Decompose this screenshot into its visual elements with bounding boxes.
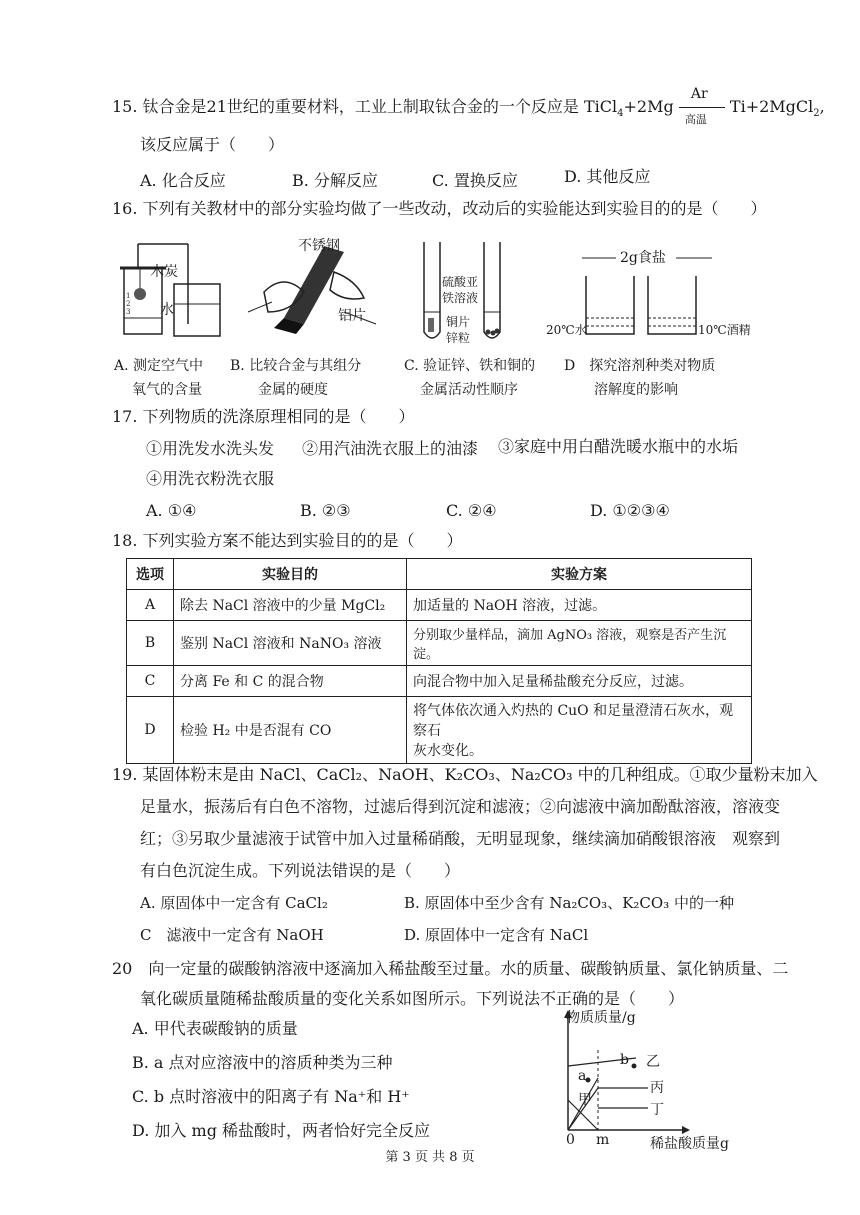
q20-graph-ylabel: 物质质量/g	[566, 1010, 636, 1026]
q20-line-1: 20 向一定量的碳酸钠溶液中逐滴加入稀盐酸至过量。水的质量、碳酸钠质量、氯化钠质量、二	[112, 959, 789, 978]
fig-c-cu-label: 铜片	[446, 315, 471, 329]
table-cell: A	[127, 590, 174, 621]
q17-item-2: ②用汽油洗衣服上的油漆	[302, 439, 479, 458]
q20-option-d: D. 加入 mg 稀盐酸时，两者恰好完全反应	[132, 1121, 431, 1140]
fig-c-sol-label-2: 铁溶液	[442, 291, 479, 305]
q17-option-b: B. ②③	[300, 501, 351, 520]
table-row	[127, 590, 752, 621]
table-cell: C	[127, 666, 174, 697]
q19-line-1: 19. 某固体粉末是由 NaCl、CaCl₂、NaOH、K₂CO₃、Na₂CO₃ 中的几种组成。①取少量粉末加入	[112, 765, 818, 784]
table-cell-line: 灰水变化。	[413, 743, 483, 759]
q20-option-a: A. 甲代表碳酸钠的质量	[132, 1019, 298, 1038]
q20-graph-ding-label: 丁	[650, 1102, 664, 1118]
q15-option-a: A. 化合反应	[140, 171, 226, 190]
q20-graph-xlabel: 稀盐酸质量g	[650, 1136, 729, 1152]
q20-graph-a-label: a	[578, 1068, 587, 1084]
reaction-condition: Ar 高温	[679, 97, 725, 119]
fig-c-sol-label-1: 硫酸亚	[442, 275, 479, 289]
q19-line-2: 足量水，振荡后有白色不溶物，过滤后得到沉淀和滤液；②向滤液中滴加酚酞溶液，溶液变	[140, 797, 781, 816]
q19-option-d: D. 原固体中一定含有 NaCl	[404, 926, 589, 944]
svg-text:3: 3	[126, 308, 131, 316]
fig-a-apparatus	[118, 234, 228, 344]
q20-graph-jia-label: 甲	[578, 1092, 592, 1108]
q15-option-b: B. 分解反应	[292, 171, 378, 190]
fig-c-zn-label: 锌粒	[446, 331, 471, 345]
q19-line-3: 红；③另取少量滤液于试管中加入过量稀硝酸，无明显现象，继续滴加硝酸银溶液 观察到	[140, 829, 781, 848]
table-cell: 向混合物中加入足量稀盐酸充分反应，过滤。	[407, 666, 752, 697]
table-row	[127, 697, 752, 764]
q20-line-2: 氧化碳质量随稀盐酸质量的变化关系如图所示。下列说法不正确的是（ ）	[140, 989, 685, 1008]
fig-a-water-label: 水	[160, 302, 174, 318]
table-cell: 分离 Fe 和 C 的混合物	[174, 666, 407, 697]
table-cell: 加适量的 NaOH 溶液，过滤。	[407, 590, 752, 621]
fig-a-caption-1: A. 测定空气中	[114, 358, 204, 374]
q17-item-1: ①用洗发水洗头发	[146, 439, 275, 458]
q20-graph-bing-label: 丙	[650, 1080, 664, 1096]
q15-option-c: C. 置换反应	[432, 171, 518, 190]
q17-option-d: D. ①②③④	[590, 501, 670, 520]
q18-stem: 18. 下列实验方案不能达到实验目的的是（ ）	[112, 531, 463, 550]
fig-a-caption-2: 氧气的含量	[132, 382, 202, 398]
q17-stem: 17. 下列物质的洗涤原理相同的是（ ）	[112, 407, 415, 426]
fig-c-caption-1: C. 验证锌、铁和铜的	[404, 358, 536, 374]
fig-b-al-label: 铝片	[338, 308, 366, 324]
q17-option-c: C. ②④	[446, 501, 497, 520]
fig-b-caption-1: B. 比较合金与其组分	[230, 358, 362, 374]
q20-option-c: C. b 点时溶液中的阳离子有 Na⁺和 H⁺	[132, 1087, 410, 1106]
q19-option-b: B. 原固体中至少含有 Na₂CO₃、K₂CO₃ 中的一种	[404, 894, 734, 912]
table-cell: 检验 H₂ 中是否混有 CO	[174, 697, 407, 764]
fig-c-caption-2: 金属活动性顺序	[420, 382, 518, 398]
q19-option-a: A. 原固体中一定含有 CaCl₂	[140, 894, 328, 912]
q17-option-a: A. ①④	[146, 501, 197, 520]
table-cell-line: 将气体依次通入灼热的 CuO 和足量澄清石灰水，观察石	[413, 703, 734, 739]
q15-stem: 15. 钛合金是21世纪的重要材料，工业上制取钛合金的一个反应是 TiCl$_4$+2Mg Ar 高温 Ti+2MgCl$_2$,	[112, 85, 825, 126]
table-cell	[407, 697, 752, 764]
table-row	[127, 666, 752, 697]
q20-graph-origin: 0	[566, 1132, 575, 1148]
table-row	[127, 621, 752, 666]
q19-line-4: 有白色沉淀生成。下列说法错误的是（ ）	[140, 861, 461, 880]
q17-item-3: ③家庭中用白醋洗暖水瓶中的水垢	[498, 437, 739, 456]
svg-text:1: 1	[126, 292, 131, 300]
table-cell: D	[127, 697, 174, 764]
fig-b-caption-2: 金属的硬度	[258, 382, 328, 398]
svg-text:2: 2	[126, 300, 131, 308]
fig-d-salt-label: 2g食盐	[620, 250, 666, 266]
q15-line2: 该反应属于（ ）	[140, 135, 285, 154]
q20-graph-yi-label: 乙	[646, 1054, 660, 1070]
q20-option-b: B. a 点对应溶液中的溶质种类为三种	[132, 1053, 393, 1072]
table-header: 实验方案	[407, 559, 752, 590]
table-header: 选项	[127, 559, 174, 590]
fig-b-steel-label: 不锈钢	[298, 238, 340, 254]
table-cell: 除去 NaCl 溶液中的少量 MgCl₂	[174, 590, 407, 621]
table-cell: B	[127, 621, 174, 666]
q17-item-4: ④用洗衣粉洗衣服	[146, 469, 275, 488]
fig-d-caption-1: D 探究溶剂种类对物质	[564, 358, 716, 374]
table-cell: 分别取少量样品，滴加 AgNO₃ 溶液，观察是否产生沉淀。	[407, 621, 752, 666]
q20-graph-m-label: m	[596, 1132, 610, 1148]
q15-option-d: D. 其他反应	[564, 167, 651, 186]
fig-d-alcohol-label: 10℃酒精	[698, 323, 751, 337]
table-header: 实验目的	[174, 559, 407, 590]
table-cell: 鉴别 NaCl 溶液和 NaNO₃ 溶液	[174, 621, 407, 666]
q20-graph-b-label: b	[620, 1052, 629, 1068]
table-header-row	[127, 559, 752, 590]
fig-a-coal-label: 木炭	[150, 264, 178, 280]
q16-stem: 16. 下列有关教材中的部分实验均做了一些改动，改动后的实验能达到实验目的的是（ ）	[112, 199, 767, 218]
fig-d-water-label: 20℃水	[546, 323, 587, 337]
fig-d-caption-2: 溶解度的影响	[594, 382, 678, 398]
q19-option-c: C 滤液中一定含有 NaOH	[140, 926, 324, 944]
q18-table	[126, 558, 752, 764]
page-footer: 第 3 页 共 8 页	[385, 1150, 475, 1165]
